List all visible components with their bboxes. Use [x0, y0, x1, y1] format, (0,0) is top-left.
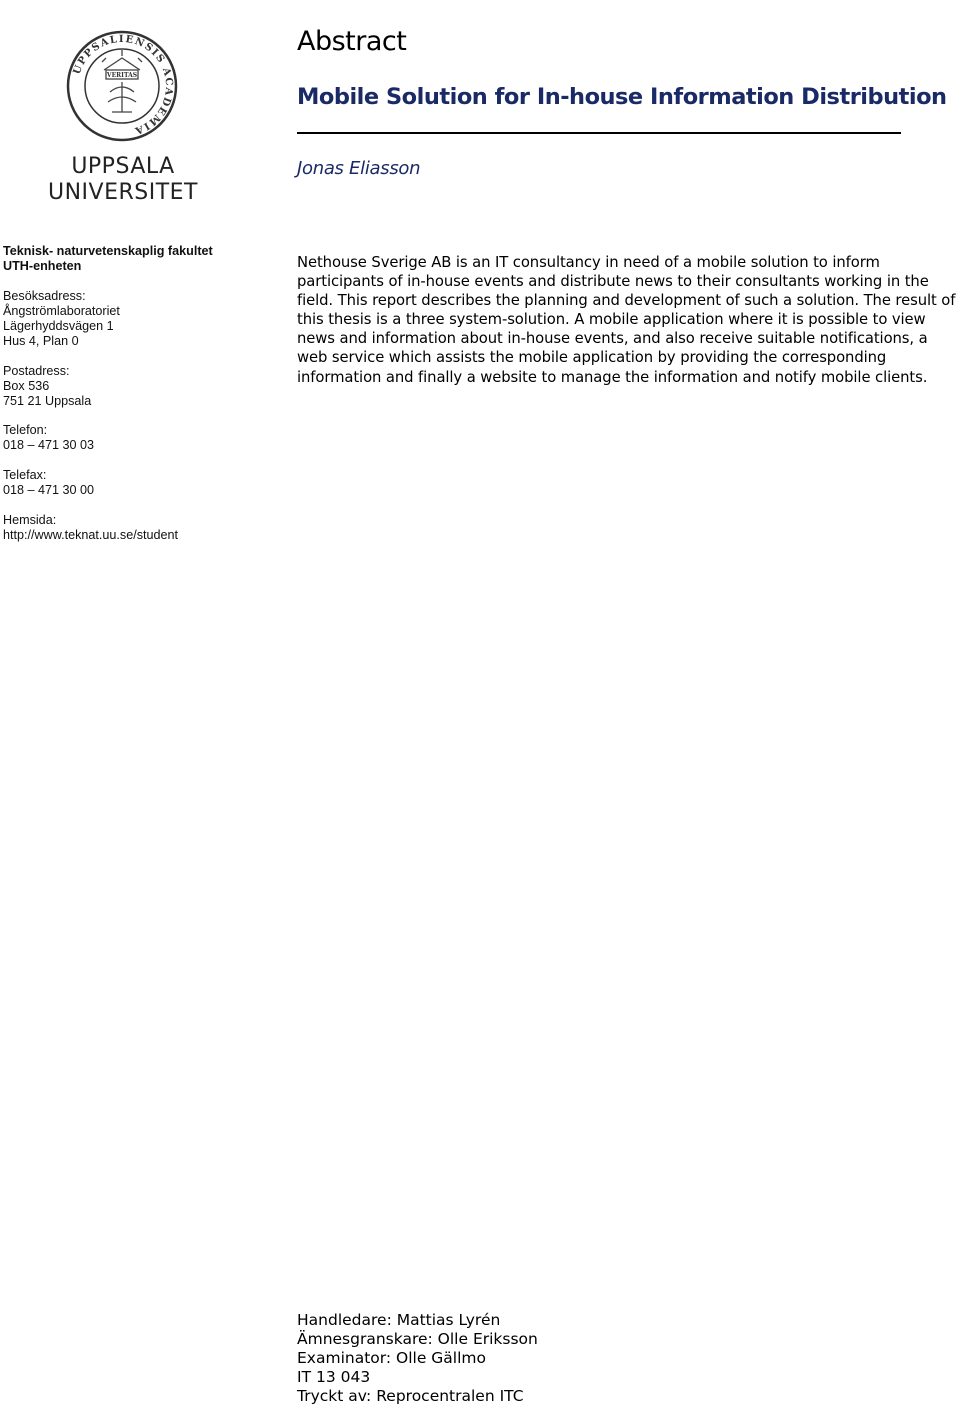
phone-number: 018 – 471 30 03	[3, 438, 95, 453]
faculty-group	[3, 244, 253, 274]
fax-label: Telefax:	[3, 468, 47, 483]
web-group	[3, 513, 253, 543]
abstract-heading: Abstract	[297, 26, 407, 57]
university-logo	[28, 30, 218, 210]
phone-label: Telefon:	[3, 423, 48, 438]
seal-inner-text: VERITAS	[106, 72, 138, 79]
university-seal-icon	[66, 30, 178, 142]
fax-number: 018 – 471 30 00	[3, 483, 95, 498]
postal-address-line: 751 21 Uppsala	[3, 393, 92, 408]
credits-block	[297, 1311, 697, 1406]
web-label: Hemsida:	[3, 512, 57, 527]
postal-address-line: Box 536	[3, 378, 50, 393]
visit-address-label: Besöksadress:	[3, 288, 86, 303]
faculty-name: Teknisk- naturvetenskaplig fakultet	[3, 244, 213, 258]
author-name: Jonas Eliasson	[297, 158, 421, 179]
title-divider	[297, 132, 901, 134]
unit-name: UTH-enheten	[3, 259, 82, 274]
visit-address-line: Lägerhyddsvägen 1	[3, 318, 114, 333]
university-name-line-1: UPPSALA	[71, 154, 175, 179]
printer-line: Tryckt av: Reprocentralen ITC	[297, 1387, 524, 1405]
visit-address-line: Hus 4, Plan 0	[3, 333, 79, 348]
fax-group	[3, 468, 253, 498]
postal-address	[3, 364, 253, 409]
seal-text: UPPSALIENSIS ACADEMIA	[71, 33, 175, 137]
visit-address	[3, 289, 253, 349]
examiner-line: Examinator: Olle Gällmo	[297, 1349, 486, 1367]
web-address: http://www.teknat.uu.se/student	[3, 527, 179, 542]
visit-address-line: Ångströmlaboratoriet	[3, 303, 120, 318]
postal-address-label: Postadress:	[3, 363, 70, 378]
supervisor-line: Handledare: Mattias Lyrén	[297, 1311, 501, 1329]
faculty-contact-sidebar	[3, 244, 253, 557]
series-number: IT 13 043	[297, 1368, 371, 1386]
abstract-body: Nethouse Sverige AB is an IT consultancy in need of a mobile solution to inform participants of in-house events and distribute news to their consultants working in the field. This report describes the planning and development of such a solution. The result of this thesis is a three system-solution. A mobile application where it is possible to view news and information about in-house events, and also receive suitable notifications, a web service which assists the mobile application by providing the corresponding information and finally a website to manage the information and notify mobile clients.	[297, 254, 956, 386]
thesis-title: Mobile Solution for In-house Information Distribution	[297, 84, 947, 110]
reviewer-line: Ämnesgranskare: Olle Eriksson	[297, 1330, 538, 1348]
university-name-line-2: UNIVERSITET	[47, 180, 198, 205]
phone-group	[3, 423, 253, 453]
university-name	[28, 154, 218, 206]
